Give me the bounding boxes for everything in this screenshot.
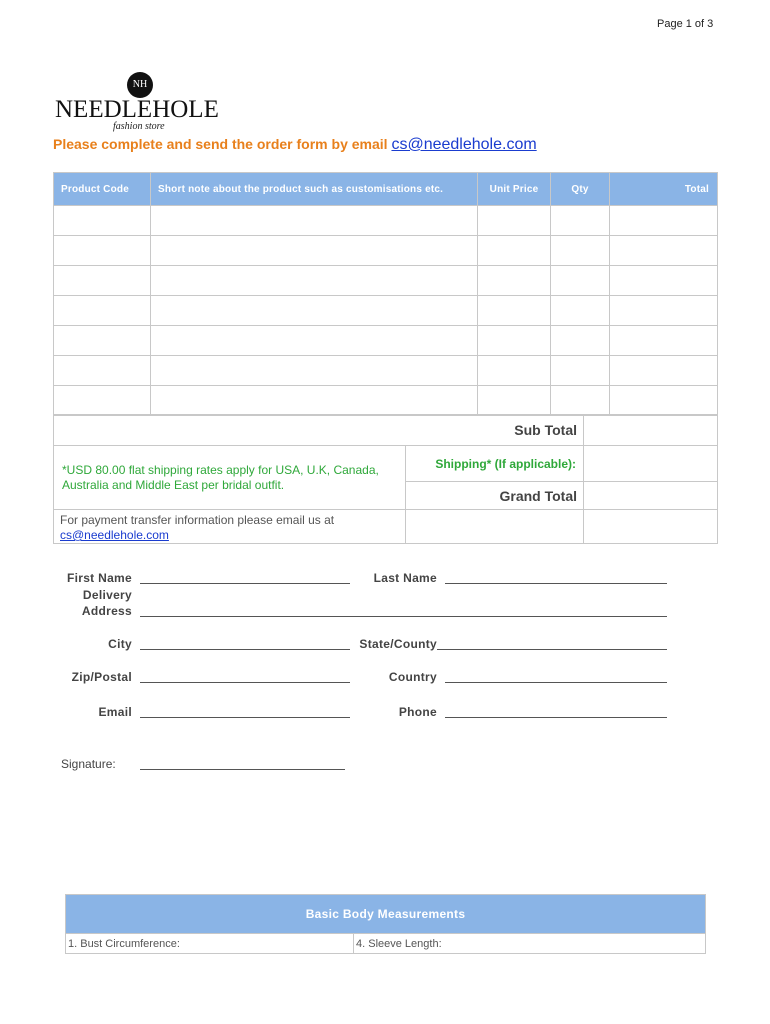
order-row	[54, 386, 718, 416]
state-field[interactable]	[437, 649, 667, 650]
order-cell[interactable]	[610, 296, 718, 326]
order-row	[54, 356, 718, 386]
grand-total-value[interactable]	[584, 482, 718, 510]
address-field[interactable]	[140, 616, 667, 617]
instruction-text	[53, 136, 537, 154]
order-cell[interactable]	[478, 206, 551, 236]
country-field[interactable]	[445, 682, 667, 683]
measurements-table	[65, 894, 706, 954]
zip-field[interactable]	[140, 682, 350, 683]
order-cell[interactable]	[478, 356, 551, 386]
shipping-label: Shipping* (If applicable):	[406, 446, 584, 482]
order-row	[54, 266, 718, 296]
order-cell[interactable]	[54, 236, 151, 266]
shipping-note: *USD 80.00 flat shipping rates apply for USA, U.K, Canada, Australia and Middle East per bridal outfit.	[54, 446, 406, 510]
order-row	[54, 236, 718, 266]
first-name-field[interactable]	[140, 583, 350, 584]
payment-empty-cell-2	[584, 510, 718, 544]
email-field[interactable]	[140, 717, 350, 718]
logo-wordmark: NEEDLEHOLE	[55, 96, 219, 123]
page-number: Page 1 of 3	[657, 18, 714, 30]
order-cell[interactable]	[551, 266, 610, 296]
zip-label: Zip/Postal	[71, 670, 132, 684]
order-row	[54, 206, 718, 236]
order-cell[interactable]	[478, 386, 551, 416]
order-cell[interactable]	[478, 266, 551, 296]
header-product-code: Product Code	[54, 173, 151, 206]
order-cell[interactable]	[610, 236, 718, 266]
order-cell[interactable]	[151, 356, 478, 386]
signature-label: Signature:	[61, 757, 116, 771]
payment-empty-cell	[406, 510, 584, 544]
logo-monogram: NH	[127, 72, 153, 98]
order-cell[interactable]	[478, 236, 551, 266]
header-unit-price: Unit Price	[478, 173, 551, 206]
order-cell[interactable]	[610, 386, 718, 416]
order-cell[interactable]	[478, 326, 551, 356]
order-cell[interactable]	[551, 326, 610, 356]
email-label: Email	[98, 705, 132, 719]
phone-label: Phone	[398, 705, 437, 719]
order-cell[interactable]	[54, 266, 151, 296]
order-cell[interactable]	[610, 206, 718, 236]
header-qty: Qty	[551, 173, 610, 206]
order-cell[interactable]	[551, 296, 610, 326]
sub-total-value[interactable]	[584, 415, 718, 446]
order-header-row	[54, 173, 718, 206]
order-cell[interactable]	[610, 356, 718, 386]
order-cell[interactable]	[151, 236, 478, 266]
order-cell[interactable]	[54, 386, 151, 416]
city-field[interactable]	[140, 649, 350, 650]
order-cell[interactable]	[54, 356, 151, 386]
payment-note-text: For payment transfer information please email us at	[60, 513, 335, 527]
grand-total-label: Grand Total	[406, 482, 584, 510]
order-row	[54, 296, 718, 326]
order-cell[interactable]	[610, 266, 718, 296]
logo-tagline: fashion store	[113, 121, 165, 132]
totals-table	[53, 414, 718, 544]
order-cell[interactable]	[551, 206, 610, 236]
signature-field[interactable]	[140, 769, 345, 770]
order-cell[interactable]	[54, 326, 151, 356]
sleeve-length-cell[interactable]: 4. Sleeve Length:	[354, 934, 706, 954]
order-row	[54, 326, 718, 356]
sub-total-label: Sub Total	[54, 415, 584, 446]
order-cell[interactable]	[151, 296, 478, 326]
order-cell[interactable]	[610, 326, 718, 356]
order-cell[interactable]	[151, 266, 478, 296]
order-cell[interactable]	[54, 206, 151, 236]
country-label: Country	[388, 670, 437, 684]
order-cell[interactable]	[151, 206, 478, 236]
order-cell[interactable]	[151, 326, 478, 356]
brand-logo	[55, 72, 225, 134]
order-cell[interactable]	[551, 386, 610, 416]
payment-note	[54, 510, 406, 544]
header-short-note: Short note about the product such as customisations etc.	[151, 173, 478, 206]
first-name-label: First Name	[66, 571, 132, 585]
last-name-field[interactable]	[445, 583, 667, 584]
phone-field[interactable]	[445, 717, 667, 718]
measurements-title: Basic Body Measurements	[66, 895, 706, 934]
order-cell[interactable]	[551, 236, 610, 266]
order-cell[interactable]	[54, 296, 151, 326]
bust-circumference-cell[interactable]: 1. Bust Circumference:	[66, 934, 354, 954]
city-label: City	[108, 637, 132, 651]
state-label: State/County	[359, 637, 437, 651]
address-label: Address	[81, 604, 132, 618]
instruction-label: Please complete and send the order form by email	[53, 136, 392, 152]
shipping-value[interactable]	[584, 446, 718, 482]
payment-email-link[interactable]: cs@needlehole.com	[60, 528, 169, 542]
order-cell[interactable]	[551, 356, 610, 386]
order-cell[interactable]	[478, 296, 551, 326]
order-cell[interactable]	[151, 386, 478, 416]
header-total: Total	[610, 173, 718, 206]
last-name-label: Last Name	[373, 571, 437, 585]
order-table	[53, 172, 718, 416]
delivery-label: Delivery	[82, 588, 132, 602]
instruction-email-link[interactable]: cs@needlehole.com	[391, 136, 537, 153]
